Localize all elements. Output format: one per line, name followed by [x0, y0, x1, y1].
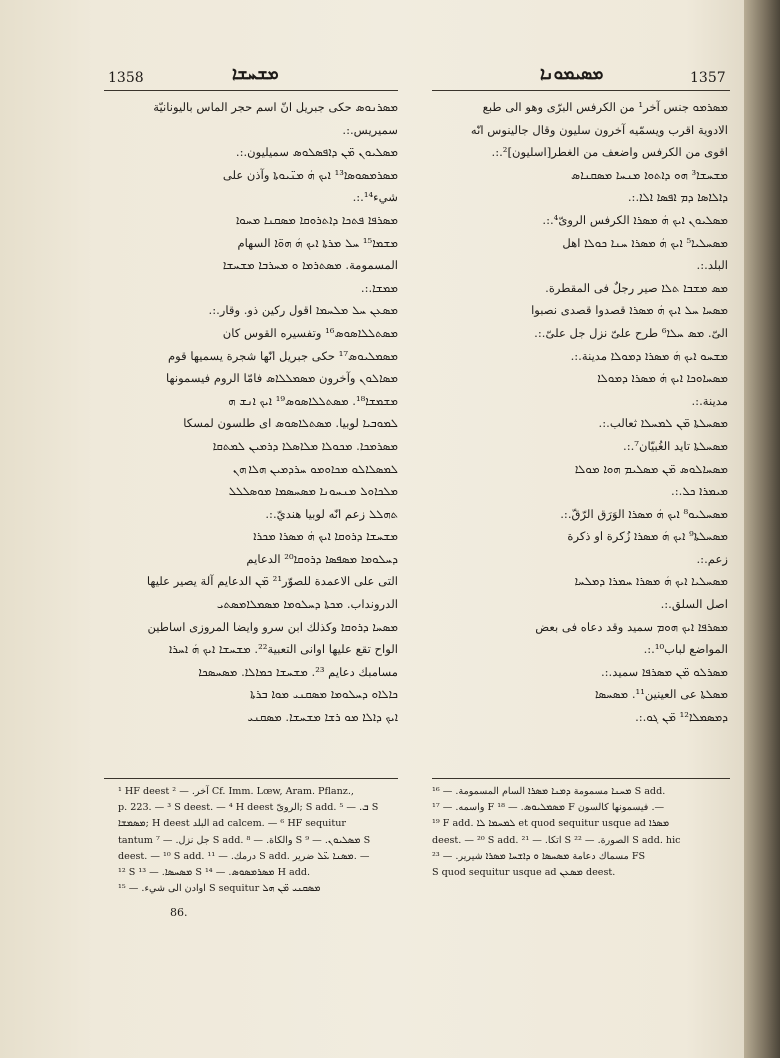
footnote-line: S quod sequitur usque ad ܡܣܥܢ deest. — [432, 867, 616, 879]
text-line: ܡܣܪܡܟܐ. ܡܟܘܠܐ ܡܠܐܣܠܐ ܕܪܡܝܢ ܠܡܬܩܐ — [212, 438, 398, 453]
text-line: الىّ. ܡܣ ܚܠܐ⁶ طرح علىّ نزل جل علىّ.:. — [534, 325, 728, 340]
text-line: ܕܡܣܡܠܐ¹² ܡ̈ܢ ܓܘ.:. — [635, 710, 728, 725]
footnote-line: ܡܚܢܐ مسمومة ܕܡܢܐ ܡܣܪܐ السام المسمومة. — ¹⁶ S add. — [432, 786, 666, 797]
footnote-line: ¹⁹ F add. ܠܡܚܡܐ ܠܐ et quod sequitur usque ad ܡܣܪܐ — [432, 818, 670, 830]
text-line: ܡܣܚܠܝܘ⁸ ܐܝܟ ܗܿ ܡܣܪܐ الوَرَق الرّقّ.:. — [560, 506, 728, 521]
left-footnotes — [118, 784, 398, 897]
text-line: المسمومة. ܡܣܬܪܡܐ ܘ ܡܚܪܒܐ ܡܫܚܫܐ — [222, 258, 398, 273]
text-line: ܟܐܠܐܘ ܕܚܠܘܡܐ ܡܣܩܢܝ ܡܘܐ ܒܪܬܐ — [250, 687, 398, 702]
text-line: زعم.:. — [696, 551, 728, 566]
right-main-text — [432, 96, 728, 729]
text-line: ܡܣܥܢ ܚܠ ܡܠܚܡܐ اقول ركين ذو. وقار.:. — [208, 303, 398, 318]
footnote-line: deest. — ²⁰ S add. اتكا. — ²¹ S الصورة. — ²² S add. hic — [432, 834, 681, 846]
right-footnote-rule — [432, 778, 730, 779]
footnote-line: اوادن الى شيء. — ¹⁵ S sequitur ܡܣܩܢܝ ܡ̈ܢ ܗܠ — [118, 883, 321, 895]
text-line: ܕܚܠܘܡܐ ܡܣܦܣܐ ܕܪܘܩܐ²⁰ الدعايم — [246, 551, 398, 566]
text-line: ܡܣܚܐܘܟܐ ܐܝܟ ܗܿ ܡܣܪܐ ܕܡܘܠܐ — [597, 371, 728, 386]
text-line: سميريس.:. — [342, 122, 398, 137]
text-line: ܡܣܠܝܘܢ ܡ̈ܢ ܕܐܦܣܠܘܣ سميليون.:. — [235, 145, 398, 160]
text-line: ܡܣܚܠܬܐ ܡ̈ܢ ܠܡܚܠܐ ثعالب.:. — [598, 416, 728, 431]
text-line: ܡܣܠܬܐ عى العينين¹¹. ܡܣܚܣܐ — [594, 687, 728, 702]
text-line: ܡܣܪܡܘ جنس آخر¹ من الكرفس البرّى وهو الى طبع — [482, 100, 728, 114]
text-line: ܡܣܪܦܐ ܐܝܟ ܗܘܡ سميد وقد دعاه فى بعض — [535, 619, 728, 634]
right-header-rule — [432, 90, 730, 91]
text-line: ܡܫܚܫܐ³ ܗܘ ܕܐܬܘܐ ܡܢܚܐ ܡܣܩܢܐܣ — [571, 167, 728, 182]
text-line: شيء¹⁴.:. — [352, 190, 398, 205]
left-header-rule — [104, 90, 398, 91]
text-line: ܡܣܚܐ ܕܪܘܩܐ وكذلك ابن سرو وايضا المروزى اساطين — [147, 619, 398, 634]
text-line: ܡܣܚܠܬܐ⁹ ܐܝܟ ܗܿ ܡܣܪܐ زُكرة او ذكرة — [567, 529, 728, 544]
text-line: ܐܝܟ ܕܐܠܐ ܡܘ ܪܫܐ ܡܫܚܫܐ. ܡܣܩܢܝ — [247, 710, 398, 725]
footnote-line: p. 223. — ³ S deest. — ⁴ H deest الروىّ; S add. ܒ. — ⁵ S — [118, 802, 379, 814]
text-line: مدينة.:. — [691, 393, 728, 408]
text-line: البلد.:. — [696, 258, 728, 273]
footnote-line: ܡܣܡܫܐ; H deest البلد ad calcem. — ⁶ HF sequitur — [118, 818, 346, 830]
text-line: ܡܫܡܫܐ¹⁸. ܡܣܬܠܠܐܣܘܣ¹⁹ ܐܝܟ ܐܢܫ ܗ — [228, 393, 398, 408]
right-footnotes — [432, 784, 728, 881]
text-line: ܡܫܚܘ ܐܝܟ ܗܿ ܡܣܪܐ ܕܡܘܠܐ مدينة.:. — [570, 348, 728, 363]
text-line: ܡܣܡܠܝܘܣ¹⁷ حكى جبريل انّها شجرة يسميها قوم — [167, 348, 398, 363]
left-footnote-rule — [104, 778, 398, 779]
text-line: ܡܣܚܐ ܚܠ ܐܝܟ ܗܿ ܡܣܪܐ قصدوا قصدى نصبوا — [531, 303, 728, 318]
text-line: مسامبك دعايم ²³. ܡܫܚܫܐ ܟܡܐܠܐ. ܡܣܚܣܟܐ — [198, 664, 398, 679]
text-line: ܡܠܟܐܘܠ ܡܢܚܘܢܐ ܡܣܚܣܡܐ ܡܘܣܠܠܠ — [228, 484, 398, 499]
text-line: ܡܣܪܦܐ ܦܬܟܐ ܕܐܬܪܘܩܐ ܡܣܩܢܐ ܡܚܘܐ — [235, 212, 398, 227]
text-line: الواح تقع عليها اوانى التعبية²². ܡܫܚܫܐ ܐܝܟ ܗܿ ܐܚܪܐ — [169, 642, 398, 657]
text-line: ܡܣܚܠܝܐ⁵ ܐܝܟ ܗܿ ܡܣܪܐ ܚܢܐ ܟܘܠܐ اهل — [562, 235, 728, 250]
text-line: ܕܐܠܐܣܐ ܕܡ ܐܦܣܐ ܐܠܐ.:. — [627, 190, 728, 205]
text-line: ܡܣܪܢܘܣ حكى جبريل انّ اسم حجر الماس باليونانيّة — [153, 100, 398, 114]
text-line: اقوى من الكرفس واضعف من الغطر[اسليون]².:. — [491, 145, 728, 160]
text-line: ܡܣܐܠܘܢ وآخرون ܡܣܡܠܠܐܣ فامّا الروم فيسمونها — [165, 371, 398, 386]
text-line: ܡܣܚܠܝܐ ܐܝܟ ܗܿ ܡܣܪܐ ܚܡܪܐ ܕܡܠܚܐ — [574, 574, 728, 589]
text-line: ܡܫܚܫܐ ܕܪܘܩܐ ܐܝܟ ܗܿ ܡܣܪܐ ܡܟܪܐ — [253, 529, 398, 544]
footnote-line: deest. — ¹⁰ S add. درمك. — ¹¹ S add. ܡܣܢܐ ܥ̈ܠ ضرير. — — [118, 850, 370, 862]
text-line: ܬܗܠܠ زعم انّه لوبيا هنديّ.:. — [265, 506, 398, 521]
right-running-head: ܡܣܝܡܘܢܐ — [540, 64, 604, 84]
text-line: ܡܫܡܐ¹⁵ ܚܠ ܡܪܬܐ ܐܝܟ ܗܿ ܗܘ̈ܐ السهام — [237, 235, 398, 250]
signature-mark: 86. — [170, 906, 188, 919]
text-line: ܡܝܡܪܐ ܟܠ.:. — [671, 484, 728, 499]
left-running-head: ܡܫܚܫܐ — [232, 64, 279, 84]
text-line: اصل السلق.:. — [660, 597, 728, 612]
text-line: التى على الاعمدة للصوّر²¹ ܡ̈ܢ الدعايم آلة يصير عليها — [146, 574, 398, 589]
text-line: ܠܡܘܒܝܐ لوبيا. ܡܣܬܠܐܣܘܣ اى طلسون لمسكا — [183, 416, 398, 431]
text-line: ܡܡܫܐ.:. — [360, 280, 398, 295]
text-line: ܡܣܪܠܘ ܡ̈ܢ ܡܣܪܦܐ سميد.:. — [600, 664, 728, 679]
footnote-line: واسمه. — ¹⁷ F ܡܣܡܠܝܘܣ. — ¹⁸ F فيسمونها كالسون .— — [432, 802, 665, 814]
text-line: الادوية اقرب ويسمّيه آخرون سليون وقال جالينوس انّه — [470, 122, 728, 137]
left-main-text — [104, 96, 398, 729]
text-line: ܡܣܬܠܠܐܣܘܣ¹⁶ وتفسيره القوس كان — [222, 325, 398, 340]
footnote-line: tantum جل نزل. — ⁷ S add. والكاة. — ⁸ S ܡܣܠܝܘܢ. — ⁹ S — [118, 834, 371, 846]
text-line: ܠܡܣܠܐܠܘ ܡܟܐܘܡܘ ܚܪܕܡܝܢ ܗܠܐ ܗܢ — [232, 461, 398, 476]
text-line: ܡܣܚܐܠܘܣ ܡ̈ܢ ܡܣܠܝܡ ܗܘܐ ܡܘܠܐ — [574, 461, 728, 476]
footnote-line: ¹ HF deest آخر. — ² Cf. Imm. Lœw, Aram. Pflanz., — [118, 786, 354, 797]
text-line: ܡܣܪܡܣܘܣܐ¹³ ܐܝܟ ܗܿ ܡܢ̈ܝܘܬܐ وآذن على — [222, 167, 398, 182]
right-page-number: 1357 — [690, 70, 726, 86]
text-line: ܡܣ ܡܫܒܐ ܬܠܐ صير رجلٌ فى المقطرة. — [545, 280, 728, 295]
footnote-line: ¹² S ܡܣܚܣܐ. — ¹³ S ܡܣܪܡܣܘܣ. — ¹⁴ H add. — [118, 867, 311, 879]
footnote-line: مسماك دعامة ܡܣܚܣܐ ܘ ܕܐܫܚܐ ܡܣܪܐ شيرير. — ²³ FS — [432, 850, 646, 862]
page-edge-shadow — [744, 0, 780, 1058]
text-line: الدرونداب. ܡܟܬܐ ܕܚܠܘܡܐ ܡܣܡܠܐܡܣܬܝ — [216, 597, 398, 612]
text-line: ܡܣܚܠܬܐ تايد الغُبيّان⁷.:. — [623, 438, 728, 453]
left-page-number: 1358 — [108, 70, 144, 86]
text-line: ܡܣܠܝܘܢ ܐܝܟ ܗܿ ܡܣܪܐ الكرفس الروىّ⁴.:. — [542, 212, 728, 227]
text-line: المواضع لباب¹⁰.:. — [643, 642, 728, 657]
